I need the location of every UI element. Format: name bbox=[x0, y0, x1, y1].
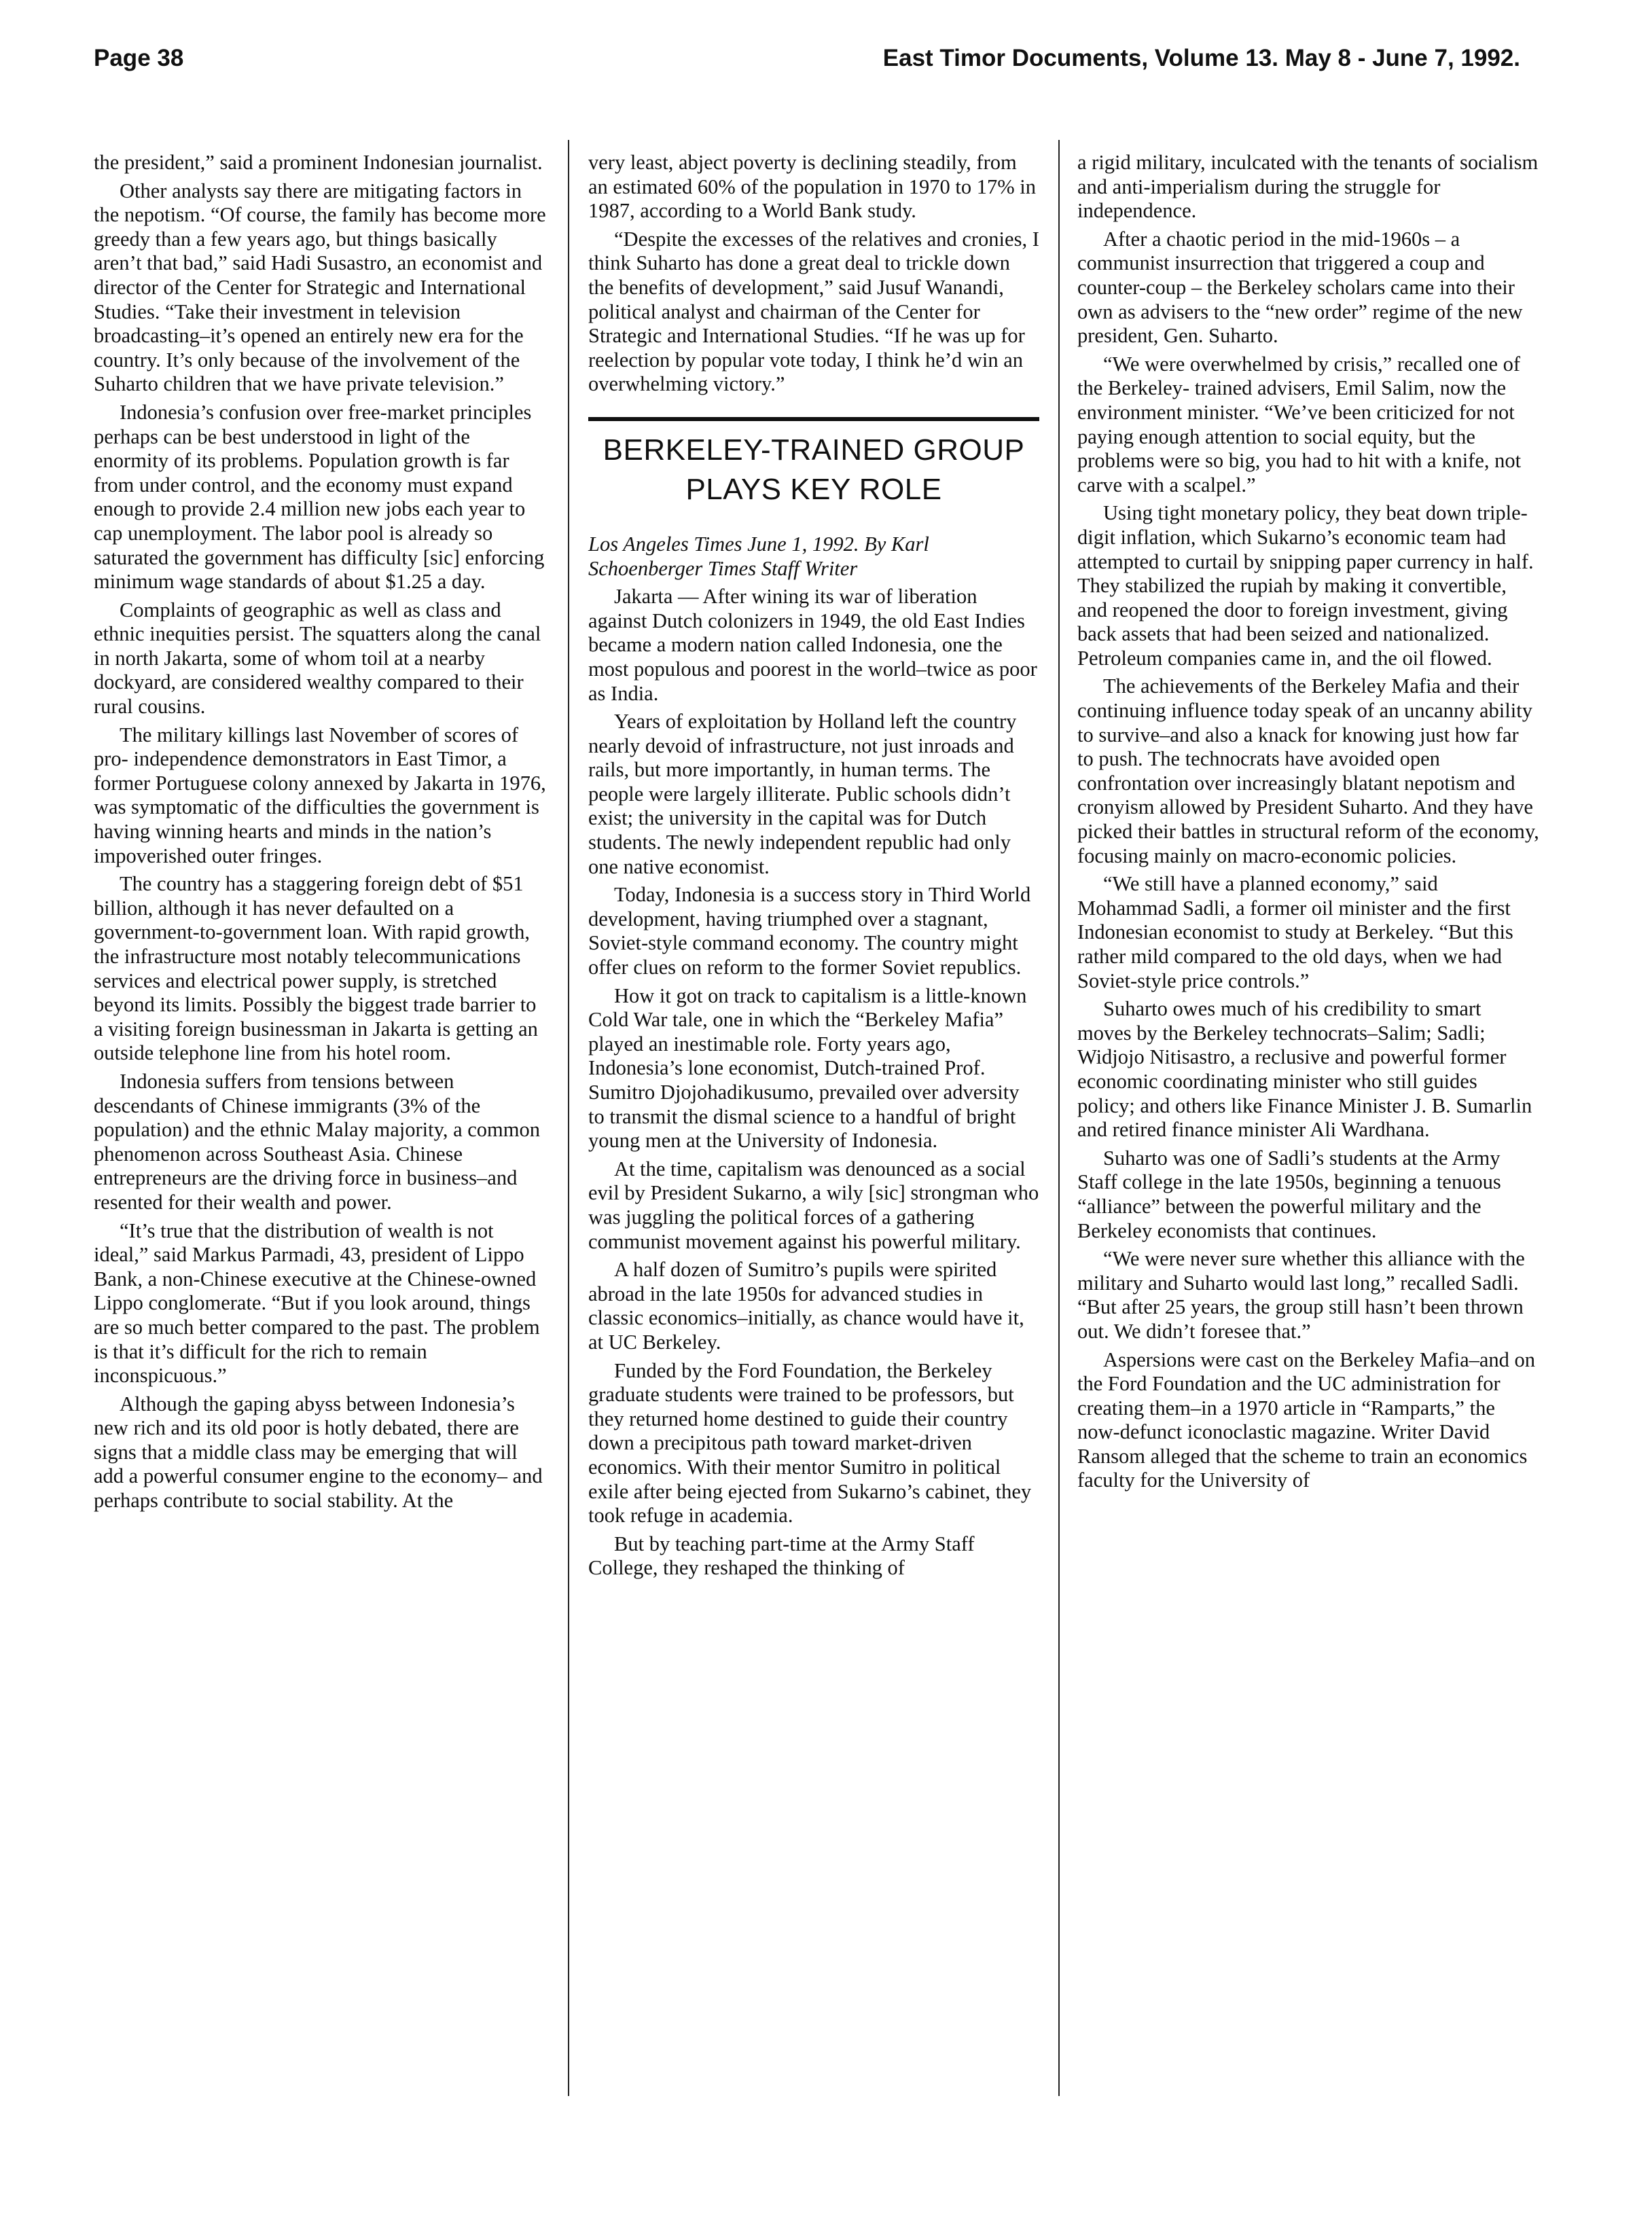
paragraph: Indonesia suffers from tensions between descendants of Chinese immigrants (3% of the population) and the ethnic Malay majority, a common phenomenon across Southeast Asia. Chinese entrepreneurs are the driving force in business–and resented for their wealth and power. bbox=[94, 1069, 540, 1214]
paragraph: Aspersions were cast on the Berkeley Mafia–and on the Ford Foundation and the UC administration for creating them–in a 1970 article in “Ramparts,” the now-defunct iconoclastic magazine. Writer David Ransom alleged that the scheme to train an economics faculty for the University of bbox=[1077, 1348, 1536, 1492]
paragraph: “We were overwhelmed by crisis,” recalled one of the Berkeley- trained advisers, Emil Salim, now the environment minister. “We’ve been criticized for not paying enough attention to social equity, but the problems were so big, you had to hit with a knife, not carve with a scalpel.” bbox=[1077, 352, 1522, 496]
paragraph: Suharto was one of Sadli’s students at the Army Staff college in the late 1950s, beginning a tenuous “alliance” between the powerful military and the Berkeley economists that continues. bbox=[1077, 1146, 1501, 1242]
column-1 bbox=[94, 151, 547, 1517]
paragraph: “Despite the excesses of the relatives and cronies, I think Suharto has done a great deal to trickle down the benefits of development,” said Jusuf Wanandi, political analyst and chairman of the Center for Strategic and International Studies. “If he was up for reelection by popular vote today, I think he’d win an overwhelming victory.” bbox=[588, 227, 1039, 396]
paragraph: The country has a staggering foreign debt of $51 billion, although it has never defaulted on a government-to-government loan. With rapid growth, the infrastructure most notably telecommunications services and electrical power supply, is stretched beyond its limits. Possibly the biggest trade barrier to a visiting foreign businessman in Jakarta is getting an outside telephone line from his hotel room. bbox=[94, 872, 538, 1065]
paragraph: At the time, capitalism was denounced as a social evil by President Sukarno, a wily [sic] strongman who was juggling the political forces of a gathering communist movement against his powerful military. bbox=[588, 1157, 1039, 1253]
paragraph: very least, abject poverty is declining steadily, from an estimated 60% of the population in 1970 to 17% in 1987, according to a World Bank study. bbox=[588, 151, 1037, 223]
paragraph: The achievements of the Berkeley Mafia and their continuing influence today speak of an uncanny ability to survive–and also a knack for knowing just how far to push. The technocrats have avoided open confrontation over increasingly blatant nepotism and cronyism allowed by President Suharto. And they have picked their battles in structural reform of the economy, focusing mainly on macro-economic policies. bbox=[1077, 674, 1539, 867]
paragraph: How it got on track to capitalism is a little-known Cold War tale, one in which the “Berkeley Mafia” played an inestimable role. Forty years ago, Indonesia’s lone economist, Dutch-trained Prof. Sumitro Djojohadikusumo, prevailed over adversity to transmit the dismal science to a handful of bright young men at the University of Indonesia. bbox=[588, 983, 1027, 1153]
paragraph: Funded by the Ford Foundation, the Berkeley graduate students were trained to be professors, but they returned home destined to guide their country down a precipitous path toward market-driven economics. With their mentor Sumitro in political exile after being ejected from Sukarno’s cabinet, they took refuge in academia. bbox=[588, 1358, 1032, 1528]
paragraph: Using tight monetary policy, they beat down triple-digit inflation, which Sukarno’s economic team had attempted to curtail by snipping paper currency in half. They stabilized the rupiah by making it convertible, and reopened the door to foreign investment, giving back assets that had been seized and nationalized. Petroleum companies came in, and the oil flowed. bbox=[1077, 501, 1534, 670]
column-2 bbox=[588, 151, 1039, 1585]
paragraph: Years of exploitation by Holland left the country nearly devoid of infrastructure, not just inroads and rails, but more importantly, in human terms. The people were largely illiterate. Public schools didn’t exist; the university in the capital was for Dutch students. The newly independent republic had only one native economist. bbox=[588, 710, 1017, 878]
paragraph: Complaints of geographic as well as class and ethnic inequities persist. The squatters along the canal in north Jakarta, some of whom toil at a nearby dockyard, are considered wealthy compared to their rural cousins. bbox=[94, 598, 541, 719]
article-headline: BERKELEY-TRAINED GROUP PLAYS KEY ROLE bbox=[603, 433, 1025, 506]
paragraph: Although the gaping abyss between Indonesia’s new rich and its old poor is hotly debated, there are signs that a middle class may be emerging that will add a powerful consumer engine to the economy– and perhaps contribute to social stability. At the bbox=[94, 1392, 543, 1513]
paragraph: the president,” said a prominent Indonesian journalist. bbox=[94, 151, 543, 174]
paragraph: Today, Indonesia is a success story in Third World development, having triumphed over a stagnant, Soviet-style command economy. The country might offer clues on reform to the former Soviet republics. bbox=[588, 883, 1031, 979]
paragraph: Other analysts say there are mitigating factors in the nepotism. “Of course, the family has become more greedy than a few years ago, but things basically aren’t that bad,” said Hadi Susastro, an economist and director of the Center for Strategic and International Studies. “Take their investment in television broadcasting–it’s opened an entirely new era for the country. It’s only because of the involvement of the Suharto children that we have private television.” bbox=[94, 179, 546, 396]
page-header bbox=[94, 45, 1520, 88]
paragraph: “We were never sure whether this alliance with the military and Suharto would last long,” recalled Sadli. “But after 25 years, the group still hasn’t been thrown out. We didn’t foresee that.” bbox=[1077, 1247, 1525, 1343]
paragraph: Indonesia’s confusion over free-market principles perhaps can be best understood in light of the enormity of its problems. Population growth is far from under control, and the economy must expand enough to provide 2.4 million new jobs each year to cap unemployment. The labor pool is already so saturated the government has difficulty [sic] enforcing minimum wage standards of about $1.25 a day. bbox=[94, 400, 545, 594]
paragraph: a rigid military, inculcated with the tenants of socialism and anti-imperialism during the struggle for independence. bbox=[1077, 151, 1539, 223]
page-number: Page 38 bbox=[94, 45, 184, 71]
paragraph: A half dozen of Sumitro’s pupils were spirited abroad in the late 1950s for advanced studies in classic economics–initially, as chance would have it, at UC Berkeley. bbox=[588, 1258, 1024, 1354]
column-divider-2 bbox=[1058, 140, 1060, 2096]
paragraph: The military killings last November of scores of pro- independence demonstrators in East Timor, a former Portuguese colony annexed by Jakarta in 1976, was symptomatic of the difficulties the government is having winning hearts and minds in the nation’s impoverished outer fringes. bbox=[94, 723, 546, 867]
paragraph: But by teaching part-time at the Army Staff College, they reshaped the thinking of bbox=[588, 1532, 975, 1580]
paragraph: Suharto owes much of his credibility to smart moves by the Berkeley technocrats–Salim; Sadli; Widjojo Nitisastro, a reclusive and powerful former economic coordinating minister who still guides policy; and others like Finance Minister J. B. Sumarlin and retired finance minister Ali Wardhana. bbox=[1077, 997, 1532, 1142]
article-byline: Los Angeles Times June 1, 1992. By Karl Schoenberger Times Staff Writer bbox=[588, 532, 929, 580]
column-divider-1 bbox=[568, 140, 569, 2096]
paragraph: After a chaotic period in the mid-1960s – a communist insurrection that triggered a coup and counter-coup – the Berkeley scholars came into their own as advisers to the “new order” regime of the new president, Gen. Suharto. bbox=[1077, 227, 1523, 348]
paragraph: “We still have a planned economy,” said Mohammad Sadli, a former oil minister and the first Indonesian economist to study at Berkeley. “But this rather mild compared to the old days, when we had Soviet-style price controls.” bbox=[1077, 872, 1513, 992]
paragraph: “It’s true that the distribution of wealth is not ideal,” said Markus Parmadi, 43, president of Lippo Bank, a non-Chinese executive at the Chinese-owned Lippo conglomerate. “But if you look around, things are so much better compared to the past. The problem is that it’s difficult for the rich to remain inconspicuous.” bbox=[94, 1218, 540, 1388]
publication-title: East Timor Documents, Volume 13. May 8 - June 7, 1992. bbox=[882, 45, 1520, 71]
column-3 bbox=[1077, 151, 1539, 1497]
article-divider bbox=[588, 417, 1039, 421]
paragraph: Jakarta — After wining its war of liberation against Dutch colonizers in 1949, the old East Indies became a modern nation called Indonesia, one the most populous and poorest in the world–twice as poor as India. bbox=[588, 585, 1037, 705]
